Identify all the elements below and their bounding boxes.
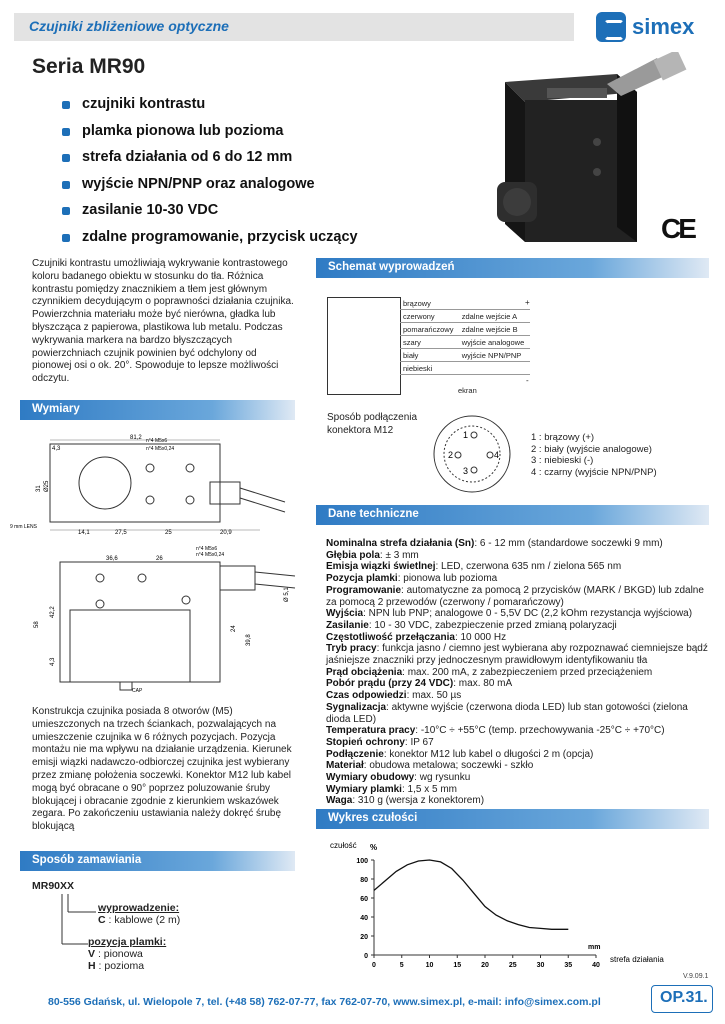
section-title: Schemat wyprowadzeń (328, 261, 455, 273)
pin-2: 2 (448, 450, 454, 460)
tech-spec-value: : LED, czerwona 635 nm / zielona 565 nm (435, 561, 622, 573)
tech-spec-item (326, 585, 711, 608)
dimension-drawing-top (10, 430, 300, 540)
chart-x-tick-label: 40 (592, 962, 600, 969)
section-title: Wykres czułości (328, 812, 418, 824)
tech-spec-item (326, 725, 711, 737)
feature-item: wyjście NPN/PNP oraz analogowe (62, 176, 358, 203)
wire-color: niebieski (400, 362, 459, 375)
wire-signal: zdalne wejście A (459, 310, 530, 323)
order-spot-label: pozycja plamki: (88, 936, 167, 948)
dim-e: 24 (231, 625, 237, 632)
plus-terminal: + (525, 298, 530, 307)
tech-spec-value: : 10 000 Hz (454, 631, 507, 643)
tech-spec-list (326, 538, 711, 807)
dim-height: 31 (36, 485, 42, 492)
order-spot-v-desc: : pionowa (97, 948, 143, 960)
dim-c: 42,2 (50, 606, 56, 618)
feature-item: zasilanie 10-30 VDC (62, 202, 358, 229)
dim-b: 27,5 (115, 530, 127, 536)
section-header-chart (316, 809, 709, 829)
tech-spec-value: : obudowa metalowa; soczewki - szkło (363, 760, 534, 772)
chart-y-tick-label: 20 (360, 934, 368, 941)
chart-x-tick-label: 10 (425, 962, 434, 969)
ce-mark: CE (661, 213, 694, 244)
tech-spec-item (326, 667, 711, 679)
order-code: MR90XX (32, 880, 75, 892)
tech-spec-key: Sygnalizacja (326, 701, 387, 713)
tech-spec-key: Temperatura pracy (326, 725, 416, 737)
section-header-dimensions (20, 400, 295, 420)
tech-spec-key: Nominalna strefa działania (Sn) (326, 538, 475, 549)
order-spot-h-code: H (88, 960, 96, 972)
tech-spec-item (326, 608, 711, 620)
dim-c: 25 (165, 530, 172, 536)
simex-logo-text: simex (632, 14, 695, 39)
feature-item: zdalne programowanie, przycisk uczący (62, 229, 358, 256)
tech-spec-item (326, 760, 711, 772)
chart-x-tick-label: 5 (399, 962, 404, 969)
section-header-order (20, 851, 295, 871)
tech-spec-value: : konektor M12 lub kabel o długości 2 m (opcja) (383, 748, 594, 760)
wire-signal (459, 362, 530, 375)
category-title: Czujniki zbliżeniowe optyczne (29, 18, 229, 34)
wire-color: brązowy (400, 297, 459, 310)
chart-y-tick-label: 100 (356, 858, 368, 865)
wire-signal (459, 297, 530, 310)
wire-signal: wyjście NPN/PNP (459, 349, 530, 362)
section-title: Wymiary (32, 403, 80, 415)
tech-spec-item (326, 561, 711, 573)
tech-spec-key: Tryb pracy (326, 643, 377, 655)
tech-spec-value: : 6 - 12 mm (standardowe soczewki 9 mm) (474, 538, 663, 549)
pin-legend (531, 432, 657, 478)
wire-signal: zdalne wejście B (459, 323, 530, 336)
dim-height: 58 (34, 621, 40, 628)
tech-spec-key: Zasilanie (326, 619, 369, 631)
tech-spec-value: : aktywne wyjście (czerwona dioda LED) lub stan gotowości (zielona dioda LED) (326, 701, 688, 725)
tech-spec-item (326, 795, 711, 807)
wiring-row (400, 362, 530, 375)
version-label: V.9.09.1 (683, 973, 709, 980)
pin-legend-item: 3 : niebieski (-) (531, 455, 594, 466)
mounting-paragraph: Konstrukcja czujnika posiada 8 otworów (M5) umieszczonych na trzech ściankach, pozwalających na umieszczenie czujnika w 6 różnych pozycjach. Pozycja montażu nie ma wpływu na działanie urządzenia. Kierunek emisji wiązki nadawczo-odbiorczej czujnika jest wybierany przez zmianę położenia soczewki. Konektor M12 lub kabel mogą być obracane o 90° poprzez poluzowanie śruby blokującej i obracanie zgodnie z kierunkiem wskazówek zegara. Po zakończeniu ustawiania należy dokręć śrubę blokującą (32, 706, 292, 833)
tech-spec-key: Materiał (326, 760, 364, 772)
tech-spec-item (326, 643, 711, 666)
chart-x-tick-label: 15 (453, 962, 462, 969)
chart-y-unit: % (370, 843, 378, 852)
tech-spec-key: Programowanie (326, 584, 402, 596)
wire-color: czerwony (400, 310, 459, 323)
tech-spec-item (326, 690, 711, 702)
wiring-row (400, 336, 530, 349)
tech-spec-item (326, 550, 711, 562)
tech-spec-item (326, 784, 711, 796)
feature-list (62, 96, 358, 255)
sensitivity-chart (326, 838, 671, 978)
order-output-label: wyprowadzenie: (98, 902, 180, 914)
chart-x-tick-label: 30 (536, 962, 545, 969)
chart-y-tick-label: 80 (360, 877, 368, 884)
tech-spec-key: Wymiary obudowy (326, 772, 415, 784)
tech-spec-item (326, 772, 711, 784)
wiring-row (400, 323, 530, 336)
wire-signal: wyjście analogowe (459, 336, 530, 349)
screw-label: n°4 M5x0,24 (196, 552, 225, 558)
tech-spec-value: : -10°C ÷ +55°C (temp. przechowywania -25°C ÷ +70°C) (415, 725, 665, 737)
screw-label: n°4 M5x6 (146, 438, 168, 444)
wiring-device-box (327, 297, 401, 395)
connector-caption: Sposób podłączenia konektora M12 (327, 412, 418, 436)
category-bar (14, 13, 574, 41)
wiring-row (400, 297, 530, 310)
chart-x-tick-label: 35 (564, 962, 573, 969)
tech-spec-key: Głębia pola (326, 549, 380, 561)
screen-label: ekran (458, 386, 477, 395)
footer-address: 80-556 Gdańsk, ul. Wielopole 7, tel. (+48 58) 762-07-77, fax 762-07-70, www.simex.pl, e-mail: info@simex.com.pl (48, 996, 601, 1008)
tech-spec-item (326, 678, 711, 690)
pin-1: 1 (463, 430, 469, 440)
wiring-table (400, 297, 530, 375)
tech-spec-key: Podłączenie (326, 748, 384, 760)
section-header-tech (316, 505, 709, 525)
cap-label: CAP (132, 688, 143, 694)
tech-spec-item (326, 702, 711, 725)
tech-spec-value: : max. 50 µs (406, 690, 462, 702)
tech-spec-value: : automatyczne za pomocą 2 przycisków (MARK / BKGD) lub zdalne za pomocą 2 przewodów (czerwony / pomarańczowy) (326, 584, 704, 608)
tech-spec-key: Prąd obciążenia (326, 666, 403, 678)
pin-3: 3 (463, 466, 469, 476)
tech-spec-item (326, 573, 711, 585)
tech-spec-key: Stopień ochrony (326, 736, 405, 748)
wiring-row (400, 349, 530, 362)
dimension-drawing-front (10, 540, 300, 700)
dim-d: 4,3 (50, 657, 56, 666)
tech-spec-item (326, 620, 711, 632)
chart-y-tick-label: 60 (360, 896, 368, 903)
wire-color: pomarańczowy (400, 323, 459, 336)
pin-legend-item: 4 : czarny (wyjście NPN/PNP) (531, 466, 657, 478)
tech-spec-key: Pozycja plamki (326, 573, 398, 585)
tech-spec-value: : 310 g (wersja z konektorem) (352, 795, 485, 807)
dim-connector: Ø 5,1 (284, 587, 290, 602)
dim-length: 81,2 (130, 435, 142, 441)
chart-y-tick-label: 0 (364, 953, 368, 960)
tech-spec-key: Emisja wiązki świetlnej (326, 561, 436, 573)
page-code: OP.31. (660, 989, 708, 1006)
order-output-code: C (98, 914, 106, 926)
dim-a: 36,6 (106, 556, 118, 562)
chart-x-tick-label: 25 (508, 962, 517, 969)
wiring-row (400, 310, 530, 323)
section-header-wiring (316, 258, 709, 278)
dim-f: 39,8 (246, 634, 252, 646)
chart-x-unit: mm (588, 944, 601, 951)
tech-spec-value: : 1,5 x 5 mm (401, 783, 457, 795)
pin-legend-item: 1 : brązowy (+) (531, 432, 595, 443)
simex-logo (596, 12, 711, 42)
dim-offset: 4,3 (52, 446, 61, 452)
dim-d: 20,9 (220, 530, 232, 536)
tech-spec-value: : 10 - 30 VDC, zabezpieczenie przed zmianą polaryzacji (368, 619, 617, 631)
feature-item: plamka pionowa lub pozioma (62, 123, 358, 150)
order-spot-v-code: V (88, 948, 96, 960)
tech-spec-value: : max. 200 mA, z zabezpieczeniem przed przeciążeniem (402, 666, 653, 678)
chart-y-label: czułość (330, 841, 357, 850)
minus-terminal: - (526, 376, 529, 385)
screw-label: n°4 M5x6 (196, 546, 218, 552)
intro-paragraph: Czujniki kontrastu umożliwiają wykrywanie kontrastowego koloru badanego obiektu w stosunku do tła. Różnica kontrastu pomiędzy znacznikiem a tłem jest głównym czynnikiem decydującym o poprawności działania czujnika. Powierzchnia materiału może być nierówna, gładka lub błyszcząca z papierowa, plastikowa lub metalu. Podczas wykrywania markera na bardzo błyszczących powierzchniach czujnik powinien być odchylony od pionowej osi o ok. 20°. Spowoduje to lepsze możliwości odczytu. (32, 258, 294, 385)
feature-item: strefa działania od 6 do 12 mm (62, 149, 358, 176)
tech-spec-value: : ± 3 mm (379, 549, 419, 561)
wire-color: szary (400, 336, 459, 349)
screw-label: n°4 M5x0,24 (146, 446, 175, 452)
tech-spec-key: Czas odpowiedzi (326, 690, 407, 702)
pin-4: 4 (494, 450, 500, 460)
section-title: Dane techniczne (328, 508, 419, 520)
chart-x-label: strefa działania (610, 955, 664, 964)
tech-spec-key: Częstotliwość przełączania (326, 631, 455, 643)
tech-spec-value: : max. 80 mA (453, 678, 513, 690)
m12-connector-diagram (430, 412, 520, 496)
tech-spec-value: : pionowa lub pozioma (397, 573, 498, 585)
dim-b: 26 (156, 556, 163, 562)
tech-spec-item (326, 632, 711, 644)
chart-y-tick-label: 40 (360, 915, 368, 922)
tech-spec-item (326, 737, 711, 749)
simex-logo-icon (596, 12, 626, 42)
section-title: Sposób zamawiania (32, 854, 142, 866)
order-code-block (32, 880, 181, 972)
order-output-desc: : kablowe (2 m) (108, 914, 181, 926)
tech-spec-value: : wg rysunku (414, 772, 471, 784)
tech-spec-key: Pobór prądu (przy 24 VDC) (326, 678, 454, 690)
tech-spec-item (326, 538, 711, 550)
chart-x-tick-label: 0 (372, 962, 376, 969)
lens-label: 9 mm LENS (10, 524, 37, 530)
dim-lens-diameter: Ø25 (44, 480, 50, 492)
pin-legend-item: 2 : biały (wyjście analogowe) (531, 443, 652, 455)
chart-x-tick-label: 20 (481, 962, 489, 969)
chart-series-line (374, 860, 568, 929)
tech-spec-value: : funkcja jasno / ciemno jest wybierana aby rozpoznawać ciemniejsze bądź jaśniejsze znaczniki przy jednoczesnym prawidłowym identyfikowaniu tła (326, 643, 708, 667)
tech-spec-key: Wyjścia (326, 608, 364, 620)
tech-spec-key: Wymiary plamki (326, 783, 402, 795)
dim-a: 14,1 (78, 530, 90, 536)
feature-item: czujniki kontrastu (62, 96, 358, 123)
page-title: Seria MR90 (32, 55, 146, 78)
order-spot-h-desc: : pozioma (98, 960, 145, 972)
tech-spec-value: : NPN lub PNP; analogowe 0 - 5,5V DC (2,2 kOhm rezystancja wyjściowa) (363, 608, 693, 620)
tech-spec-key: Waga (326, 795, 353, 807)
order-code-brackets (48, 894, 108, 954)
page-code-badge (651, 985, 713, 1013)
wire-color: biały (400, 349, 459, 362)
tech-spec-item (326, 749, 711, 761)
tech-spec-value: : IP 67 (404, 736, 434, 748)
